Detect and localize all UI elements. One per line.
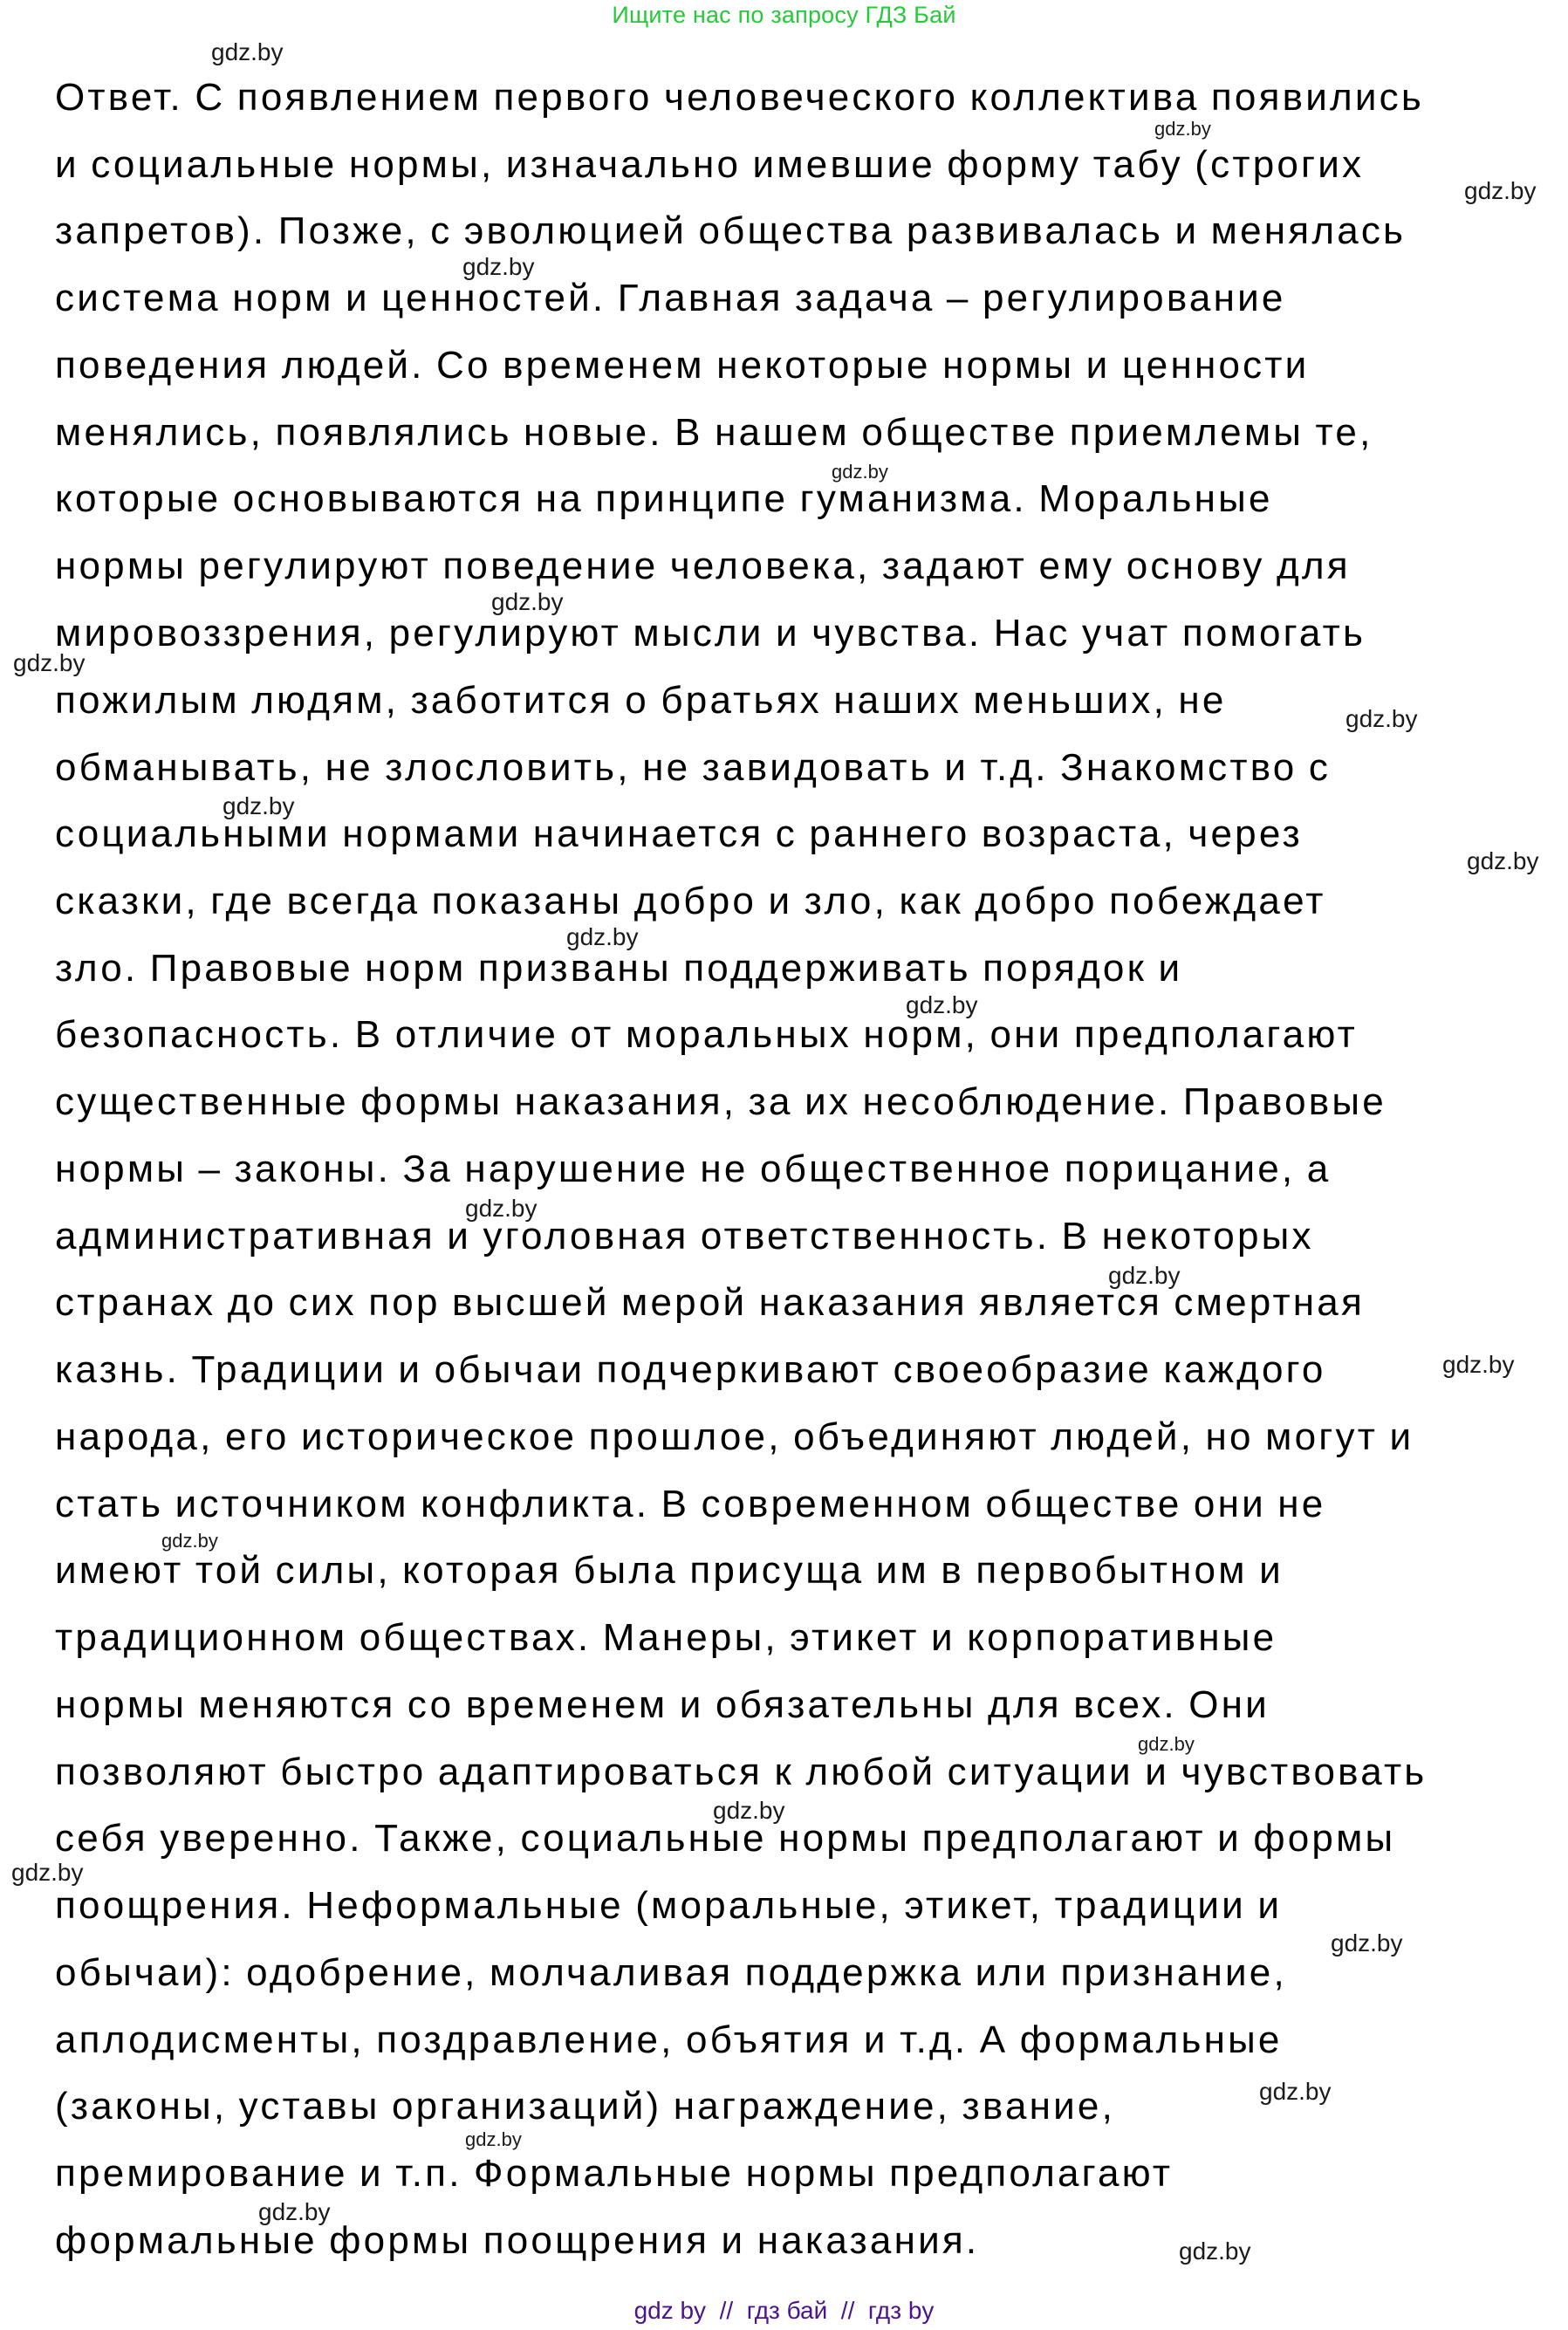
answer-line: запретов). Позже, с эволюцией общества развивалась и менялась — [55, 209, 1407, 252]
answer-line: нормы – законы. За нарушение не общественное порицание, а — [55, 1148, 1332, 1190]
answer-line: (законы, уставы организаций) награждение, звание, — [55, 2085, 1116, 2128]
watermark: gdz.by — [13, 649, 86, 676]
answer-line: традиционном обществах. Манеры, этикет и корпоративные — [55, 1616, 1277, 1659]
answer-line: нормы регулируют поведение человека, задают ему основу для — [55, 545, 1351, 587]
watermark: gdz.by — [11, 1859, 84, 1886]
watermark: gdz.by — [258, 2198, 331, 2225]
answer-line: административная и уголовная ответственность. В некоторых — [55, 1215, 1314, 1258]
watermark: gdz.by — [1259, 2078, 1332, 2105]
answer-line: Ответ. С появлением первого человеческого коллектива появились — [55, 76, 1424, 119]
answer-line: казнь. Традиции и обычаи подчеркивают своеобразие каждого — [55, 1348, 1326, 1391]
answer-line: поведения людей. Со временем некоторые нормы и ценности — [55, 344, 1310, 387]
watermark: gdz.by — [1179, 2237, 1251, 2265]
answer-line: поощрения. Неформальные (моральные, этикет, традиции и — [55, 1884, 1283, 1927]
answer-line: и социальные нормы, изначально имевшие форму табу (строгих — [55, 143, 1365, 186]
watermark: gdz.by — [1108, 1262, 1181, 1289]
watermark: gdz.by — [1154, 118, 1211, 140]
watermark: gdz.by — [566, 923, 639, 950]
answer-line: обманывать, не злословить, не завидовать и т.д. Знакомство с — [55, 746, 1332, 789]
watermark: gdz.by — [465, 2128, 522, 2150]
answer-line: сказки, где всегда показаны добро и зло, как добро побеждает — [55, 880, 1326, 922]
answer-line: которые основываются на принципе гуманизма. Моральные — [55, 477, 1273, 520]
answer-line: существенные формы наказания, за их несоблюдение. Правовые — [55, 1080, 1387, 1123]
answer-line: зло. Правовые норм призваны поддерживать порядок и — [55, 947, 1183, 990]
answer-line: социальными нормами начинается с раннего возраста, через — [55, 812, 1303, 855]
watermark: gdz.by — [713, 1797, 785, 1824]
watermark: gdz.by — [832, 461, 888, 483]
watermark: gdz.by — [1464, 177, 1537, 204]
answer-line: позволяют быстро адаптироваться к любой ситуации и чувствовать — [55, 1751, 1428, 1793]
answer-line: пожилым людям, заботится о братьях наших меньших, не — [55, 679, 1227, 722]
watermark: gdz.by — [161, 1530, 218, 1552]
watermark: gdz.by — [465, 1195, 538, 1222]
answer-line: себя уверенно. Также, социальные нормы предполагают и формы — [55, 1817, 1396, 1860]
footer-site-links: gdz by // гдз бай // гдз by — [633, 2297, 935, 2324]
watermark: gdz.by — [1442, 1351, 1515, 1378]
answer-line: премирование и т.п. Формальные нормы предполагают — [55, 2152, 1174, 2195]
answer-line: мировоззрения, регулируют мысли и чувства. Нас учат помогать — [55, 612, 1366, 654]
watermark: gdz.by — [223, 792, 295, 819]
answer-line: народа, его историческое прошлое, объединяют людей, но могут и — [55, 1415, 1414, 1458]
search-hint-banner: Ищите нас по запросу ГДЗ Бай — [612, 2, 956, 28]
answer-line: странах до сих пор высшей мерой наказания является смертная — [55, 1281, 1366, 1324]
answer-line: безопасность. В отличие от моральных норм, они предполагают — [55, 1013, 1358, 1056]
answer-line: обычаи): одобрение, молчаливая поддержка или признание, — [55, 1951, 1287, 1994]
answer-line: формальные формы поощрения и наказания. — [55, 2219, 980, 2262]
watermark: gdz.by — [462, 253, 535, 280]
answer-line: стать источником конфликта. В современном обществе они не — [55, 1483, 1326, 1525]
answer-line: система норм и ценностей. Главная задача – регулирование — [55, 277, 1286, 319]
watermark: gdz.by — [1138, 1733, 1195, 1755]
watermark: gdz.by — [1467, 847, 1539, 874]
watermark: gdz.by — [491, 588, 564, 615]
watermark: gdz.by — [1345, 705, 1418, 732]
answer-line: менялись, появлялись новые. В нашем обществе приемлемы те, — [55, 411, 1373, 454]
watermark: gdz.by — [906, 991, 978, 1018]
answer-line: аплодисменты, поздравление, объятия и т.д. А формальные — [55, 2018, 1283, 2061]
answer-line: нормы меняются со временем и обязательны для всех. Они — [55, 1683, 1270, 1726]
watermark: gdz.by — [1331, 1929, 1403, 1957]
watermark: gdz.by — [211, 38, 284, 65]
answer-line: имеют той силы, которая была присуща им в первобытном и — [55, 1549, 1284, 1592]
